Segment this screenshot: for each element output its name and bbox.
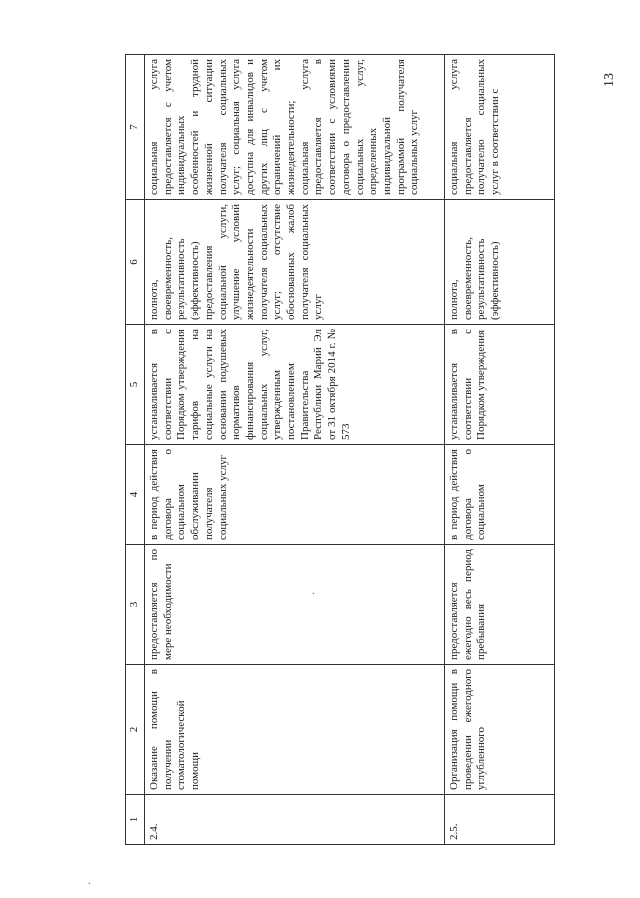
scan-speck: . xyxy=(88,876,91,887)
row-number: 2.4. xyxy=(145,795,445,845)
header-row xyxy=(126,55,145,845)
column-header: 1 xyxy=(126,795,145,845)
service-periodicity: предоставляется ежегодно весь период пребывания xyxy=(445,545,555,665)
service-cost: устанавливается в соответствии с Порядком утверждения xyxy=(445,325,555,445)
quality-indicators: полнота, своевременность, результативность (эффективность) xyxy=(445,200,555,325)
scan-speck: . xyxy=(312,586,315,597)
services-table xyxy=(125,54,555,845)
rotated-table-container xyxy=(125,55,640,845)
service-cost: устанавливается в соответствии с Порядком утверждения тарифов на социальные услуги на основании подушевых нормативов финансирования социальных услуг, утвержденным постановлением Правительства Республики Марий Эл от 31 октября 2014 г. № 573 xyxy=(145,325,445,445)
table-row xyxy=(445,55,555,845)
column-header: 4 xyxy=(126,445,145,545)
column-header: 2 xyxy=(126,665,145,795)
table-row xyxy=(145,55,445,845)
column-header: 7 xyxy=(126,55,145,200)
service-conditions: социальная услуга предоставляется получателю социальных услуг в соответствии с xyxy=(445,55,555,200)
document-table-area xyxy=(125,55,640,845)
quality-indicators: полнота, своевременность, результативность (эффективность) предоставления социальной услуги, улучшение условий жизнедеятельности получателя социальных услуг; отсутствие обоснованных жалоб получателя социальных услуг xyxy=(145,200,445,325)
service-name: Оказание помощи в получении стоматологической помощи xyxy=(145,665,445,795)
service-name: Организация помощи в проведении ежегодного углубленного xyxy=(445,665,555,795)
page-number: 13 xyxy=(602,73,617,87)
service-periodicity: предоставляется по мере необходимости xyxy=(145,545,445,665)
service-term: в период действия договора о социальном xyxy=(445,445,555,545)
service-term: в период действия договора о социальном обслуживании получателя социальных услуг xyxy=(145,445,445,545)
column-header: 6 xyxy=(126,200,145,325)
column-header: 5 xyxy=(126,325,145,445)
row-number: 2.5. xyxy=(445,795,555,845)
service-conditions: социальная услуга предоставляется с учетом индивидуальных особенностей и трудной жизненной ситуации получателя социальных услуг; социальная услуга доступна для инвалидов и других лиц с учетом ограничений их жизнедеятельности; социальная услуга предоставляется в соответствии с условиями договора о предоставлении социальных услуг, определенных индивидуальной программой получателя социальных услуг xyxy=(145,55,445,200)
column-header: 3 xyxy=(126,545,145,665)
